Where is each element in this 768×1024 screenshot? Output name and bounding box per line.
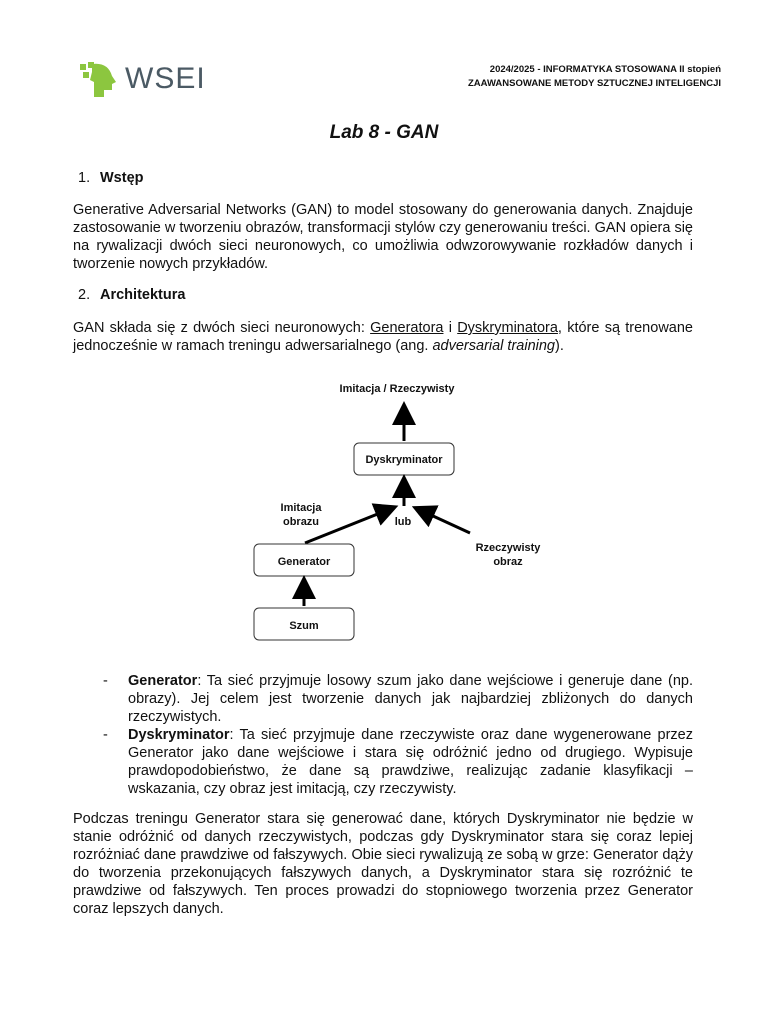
text: GAN składa się z dwóch sieci neuronowych: [73,320,371,336]
real-label-1: Rzeczywisty [475,542,541,554]
header-line-2: ZAAWANSOWANE METODY SZTUCZNEJ INTELIGENCJI [467,78,721,89]
header-line-1: 2024/2025 - INFORMATYKA STOSOWANA II stopień [489,64,721,75]
generator-label: Generator [277,556,331,568]
fake-label-2: obrazu [282,516,320,528]
bullet-term: Dyskryminator [128,727,230,743]
bullet-text: : Ta sieć przyjmuje dane rzeczywiste oraz dane wygenerowane przez Generator jako dane wejściowe i stara się odróżnić jedno od drugiego. Wypisuje prawdopodobieństwo, że dane są prawdziwe, realizując zadanie klasyfikacji – wskazania, czy obraz jest imitacją, czy rzeczywisty. [128,727,693,797]
fake-label-1: Imitacja [280,502,322,514]
section-number: 2. [78,287,91,303]
section-title: Wstęp [100,170,144,186]
page-title: Lab 8 - GAN [329,122,439,143]
closing-paragraph: Podczas treningu Generator stara się generować dane, których Dyskryminator nie będzie w stanie odróżnić od danych rzeczywistych, podczas gdy Dyskryminator stara się coraz lepiej rozróżniać dane prawdziwe od fałszywych. Obie sieci rywalizują ze sobą w grze: Generator dąży do tworzenia przekonujących fałszywych danych, a Dyskryminator stara się rozróżnić te prawdziwe od fałszywych. Ten proces prowadzi do stopniowego tworzenia przez Generator coraz lepszych danych. [73,811,693,917]
intro-paragraph: Generative Adversarial Networks (GAN) to model stosowany do generowania danych. Znajduje zastosowanie w tworzeniu obrazów, transformacji stylów czy generowaniu treści. GAN opiera się na rywalizacji dwóch sieci neuronowych, co umożliwia odwzorowywanie rozkładów danych i tworzenie nowych przykładów. [73,202,693,272]
italic-term: adversarial training [432,338,555,354]
or-label: lub [394,516,412,528]
bullet-dash: - [103,727,108,743]
output-label: Imitacja / Rzeczywisty [339,383,455,395]
text: , które są trenowane jednocześnie w ramach treningu adwersarialnego (ang. [73,320,693,354]
bullet-generator [103,672,693,726]
real-label-2: obraz [493,556,523,568]
discriminator-link: Dyskryminatora [457,320,558,336]
noise-label: Szum [289,620,319,632]
discriminator-label: Dyskryminator [365,454,443,466]
arrow-real [420,510,470,533]
generator-link: Generatora [370,320,444,336]
logo-text: WSEI [125,62,206,95]
section-number: 1. [78,170,91,186]
bullet-term: Generator [128,673,198,689]
text: i [443,320,458,336]
bullet-discriminator [103,726,693,798]
bullet-dash: - [103,673,108,689]
section-title: Architektura [100,287,186,303]
text: ). [555,338,564,354]
bullet-text: : Ta sieć przyjmuje losowy szum jako dane wejściowe i generuje dane (np. obrazy). Jej celem jest tworzenie danych jak najbardziej zbliżonych do danych rzeczywistych. [128,673,693,725]
